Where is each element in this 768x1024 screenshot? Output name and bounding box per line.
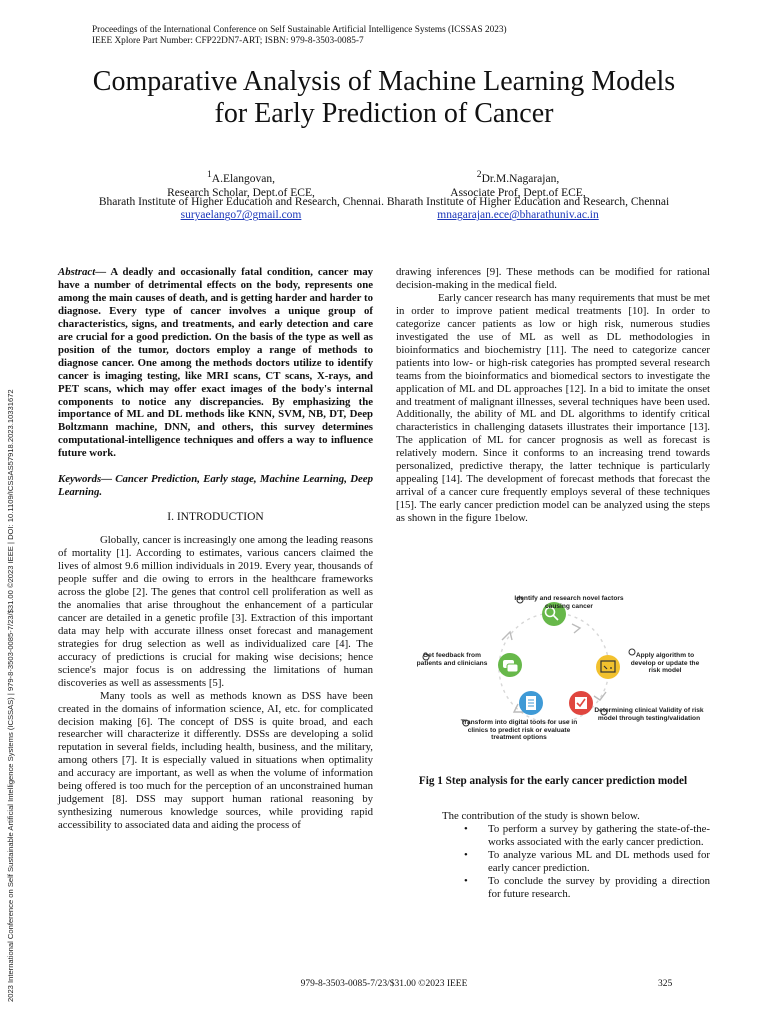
bullet-3: • — [464, 874, 468, 887]
right-paragraph-1: drawing inferences [9]. These methods can be modified for rational decision-making in the medical field. — [396, 266, 710, 291]
author-2-name: Dr.M.Nagarajan, — [481, 172, 560, 185]
bullet-1: • — [464, 822, 468, 835]
step-validation-node — [569, 691, 593, 715]
footer-isbn: 979-8-3503-0085-7/23/$31.00 ©2023 IEEE — [300, 979, 468, 989]
title-line-2: for Early Prediction of Cancer — [214, 98, 554, 129]
abstract-label: Abstract — [58, 266, 96, 278]
affiliations-line — [30, 196, 738, 210]
doi-sidebar: 2023 International Conference on Self Sustainable Artificial Intelligence Systems (ICSSAS) | 979-8-3503-0085-7/23/$31.00 ©2023 IEEE | DOI: 10.1109/ICSSAS57918.2023.10331672 — [6, 389, 15, 1002]
header-line-2: IEEE Xplore Part Number: CFP22DN7-ART; ISBN: 979-8-3503-0085-7 — [92, 36, 364, 46]
contribution-item — [396, 875, 710, 901]
keywords-paragraph — [58, 473, 373, 499]
contribution-list — [396, 823, 710, 901]
author-2-role: Associate Prof, Dept.of ECE, — [450, 186, 586, 199]
step-algorithm-circle — [596, 655, 620, 679]
paper-title — [0, 66, 768, 130]
step-feedback-node — [498, 653, 522, 677]
step-label-digital-tools: Transform into digital tools for use in clinics to predict risk or evaluate treatment options — [460, 719, 578, 742]
right-paragraph-2: Early cancer research has many requirements that must be met in order to improve patient medical treatments [10]. In order to categorize cancer patients as low or high risk, numerous studies investigated the use of ML as well as DL methodologies in bioinformatics and biochemistry [11]. The need to categorize cancer patients into low- or high-risk categories has prompted several research teams from the bioinformatics and biomedical sectors to investigate the application of ML and DL approaches [12]. In a bid to imitate the onset and treatment of malignant illnesses, several techniques have been used. Additionally, the ability of ML and DL algorithms to identify critical characteristics in challenging datasets illustrates their importance [13]. The application of ML for cancer prognosis as well as forecast is relatively modern. Since it conforms to an increasing trend towards personalized, predictive therapy, the latter technique is particularly appealing [14]. The development of forecast methods that forecast the arrival of a cancer cure frequently employs several of these techniques [15]. The early cancer prediction model can be analyzed using the steps as shown in the figure 1below. — [396, 291, 710, 525]
section-heading-introduction: I. INTRODUCTION — [167, 511, 264, 524]
step-digital-tools-node — [519, 691, 543, 715]
proceedings-header — [92, 25, 507, 47]
author-1-email-wrap — [126, 209, 356, 223]
bullet-2: • — [464, 848, 468, 861]
author-1-sup: 1 — [206, 169, 212, 180]
abstract-paragraph — [58, 266, 373, 460]
left-column — [58, 266, 373, 832]
author-1-role: Research Scholar, Dept.of ECE, — [167, 186, 315, 199]
title-line-1: Comparative Analysis of Machine Learning Models — [92, 66, 676, 97]
author-2-email-wrap — [398, 209, 638, 223]
step-algorithm-node — [596, 655, 620, 679]
intro-paragraph-2: Many tools as well as methods known as DSS have been created in the domains of information science, AI, etc. for complicated decision making [6]. The concept of DSS is quite broad, and each researcher will characterize it differently. DSSs are developing a solid reputation in several fields, including health, business, and the military, among others [7]. It is especially valued in situations when optimality and accuracy are important, as well as when the volume of information being offered is too much for the perception of an unconstrained human judgement [8]. DSS may support human rational reasoning by synthesizing numerous knowledge sources, while providing rapid accessibility to associated data and aiding the process of — [58, 689, 373, 832]
keywords-text: — Cancer Prediction, Early stage, Machine Learning, Deep Learning. — [58, 473, 373, 499]
step-label-feedback: Get feedback from patients and clinicians — [416, 652, 488, 667]
header-line-1: Proceedings of the International Conference on Self Sustainable Artificial Intelligence Systems (ICSSAS 2023) — [92, 25, 507, 35]
contribution-intro: The contribution of the study is shown below. — [442, 810, 640, 822]
intro-paragraph-1: Globally, cancer is increasingly one among the leading reasons of mortality [1]. According to estimates, various cancers claimed the lives of almost 9.6 million individuals in 2019. Every year, thousands of people suffer and die owing to errors in the healthcare frameworks across the globe [2]. The genes that control cell proliferation as well as the anomalies that arise throughout the enhancement of a particular cancer are detailed in a genetic profile [3]. Extraction of this important data may help with accurate illness onset forecast and management strategies for drug selection as well as individualized care [4]. The accuracy of predictions is crucial for making wise decisions; hence science's major focus is on addressing the limitations of human discoveries as well as assessments [5]. — [58, 534, 373, 689]
abstract-text: — A deadly and occasionally fatal condition, cancer may have a number of detrimental effects on the body, represents one among the main causes of death, and is getting harder and harder to diagnose. Every type of cancer involves a unique group of characteristics, signs, and treatments, and early detection and care are crucial for a good prediction. On the basis of the type as well as position of the tumor, doctors employ a range of methods to diagnose cancer. One among the methods doctors utilize to identify cancer is imaging testing, like MRI scans, CT scans, X-rays, and PET scans, which may offer exact images of the body's internal components to notice any discrepancies. By emphasizing the importance of ML and DL methods like KNN, SVM, NB, DT, Deep Boltzmann machine, DNN, and others, this survey determines computational-intelligence techniques and offers a way to influence future work. — [58, 266, 373, 460]
contribution-item — [396, 849, 710, 875]
author-2-affiliation: Bharath Institute of Higher Education and Research, Chennai — [386, 195, 670, 208]
author-2-sup: 2 — [476, 169, 482, 180]
contribution-text-3: To conclude the survey by providing a direction for future research. — [488, 874, 710, 900]
author-2-email-link[interactable]: mnagarajan.ece@bharathuniv.ac.in — [437, 209, 599, 222]
contribution-item — [396, 823, 710, 849]
author-1-affiliation: Bharath Institute of Higher Education and Research, Chennai. — [98, 195, 384, 208]
author-1-name: A.Elangovan, — [211, 172, 276, 185]
figure-1 — [404, 590, 704, 756]
figure-1-caption: Fig 1 Step analysis for the early cancer prediction model — [418, 775, 688, 787]
contribution-section — [396, 810, 710, 901]
author-1-email-link[interactable]: suryaelango7@gmail.com — [180, 209, 302, 222]
keywords-label: Keywords — [58, 473, 102, 486]
right-column — [396, 266, 710, 525]
page-number: 325 — [658, 979, 673, 989]
contribution-text-1: To perform a survey by gathering the state-of-the-works associated with the early cancer prediction. — [488, 822, 710, 848]
step-label-algorithm: Apply algorithm to develop or update the risk model — [630, 652, 700, 675]
step-label-validation: Determining clinical Validity of risk model through testing/validation — [594, 707, 704, 722]
step-label-research: Identify and research novel factors causing cancer — [514, 595, 624, 610]
contribution-text-2: To analyze various ML and DL methods used for early cancer prediction. — [488, 848, 710, 874]
